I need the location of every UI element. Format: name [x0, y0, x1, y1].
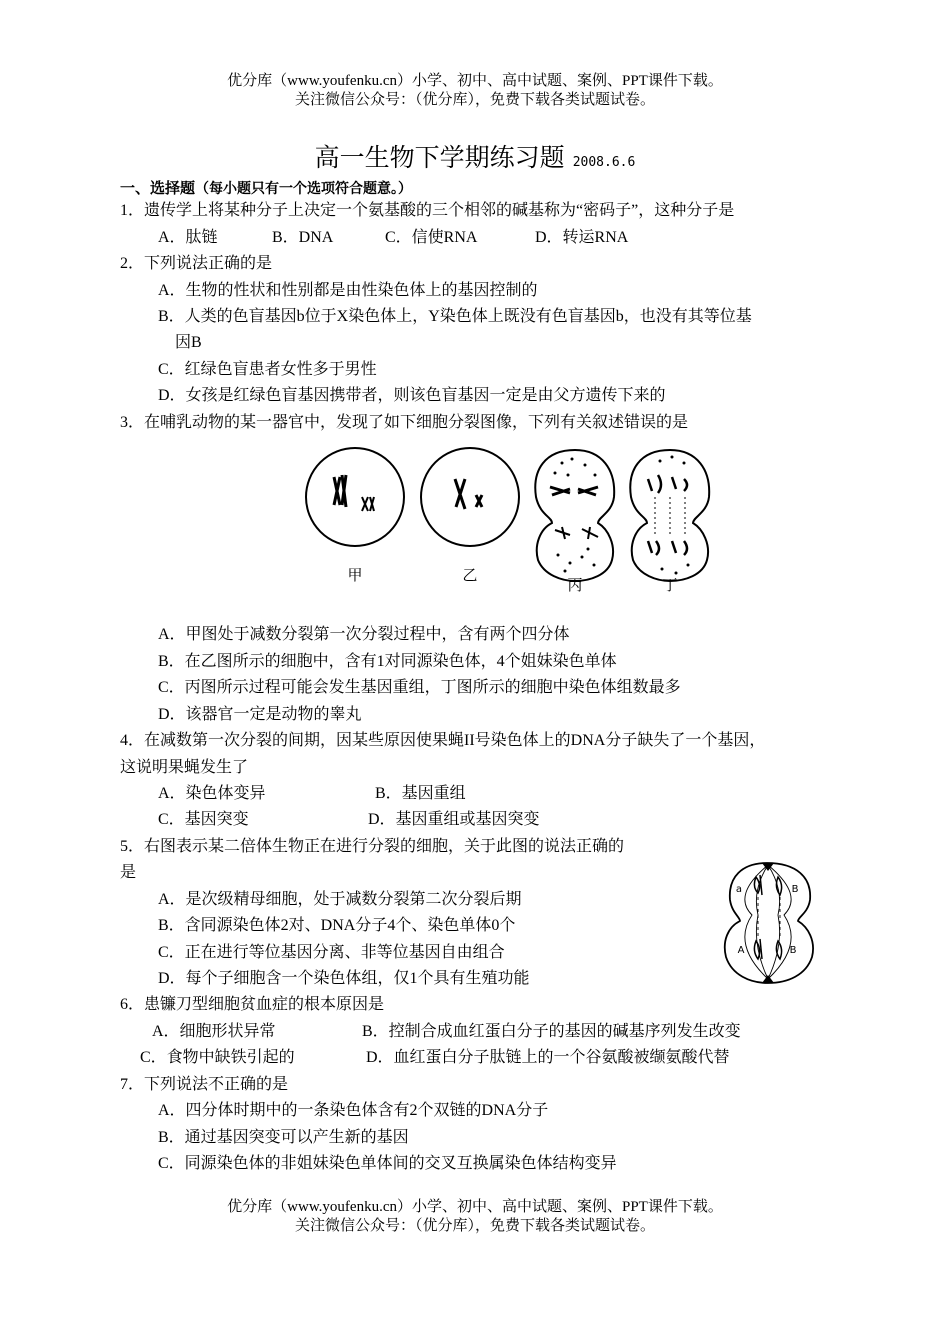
gene-label-b-top: B: [791, 884, 799, 895]
q1-option-c: C．信使RNA: [385, 229, 478, 246]
q7-option-c: C．同源染色体的非姐妹染色单体间的交叉互换属染色体结构变异: [158, 1155, 617, 1172]
section-note: （每小题只有一个选项符合题意。）: [195, 181, 413, 197]
q4-stem: 4．在减数第一次分裂的间期，因某些原因使果蝇II号染色体上的DNA分子缺失了一个基因，: [120, 732, 766, 749]
q5-option-d: D．每个子细胞含一个染色体组，仅1个具有生殖功能: [158, 970, 530, 987]
header-line-1: 优分库（www.youfenku.cn）小学、初中、高中试题、案例、PPT课件下载。: [227, 73, 723, 89]
q5-option-a: A．是次级精母细胞，处于减数分裂第二次分裂后期: [158, 891, 522, 908]
q4-option-a: A．染色体变异: [158, 785, 266, 802]
gene-label-b-bottom: B: [789, 945, 797, 956]
cell-yi: [421, 448, 519, 546]
label-ding: 丁: [662, 576, 678, 594]
cell-ding: [630, 450, 709, 581]
footer-line-1: 优分库（www.youfenku.cn）小学、初中、高中试题、案例、PPT课件下载。: [227, 1199, 723, 1215]
section-heading: [120, 178, 412, 199]
q2-option-b: B．人类的色盲基因b位于X染色体上，Y染色体上既没有色盲基因b，也没有其等位基: [158, 308, 752, 325]
label-yi: 乙: [462, 566, 478, 584]
header-line-2: 关注微信公众号：（优分库），免费下载各类试题试卷。: [294, 92, 655, 108]
q2-option-c: C．红绿色盲患者女性多于男性: [158, 361, 377, 378]
q3-option-b: B．在乙图所示的细胞中，含有1对同源染色体，4个姐妹染色单体: [158, 653, 617, 670]
label-jia: 甲: [347, 566, 363, 584]
q7-option-b: B．通过基因突变可以产生新的基因: [158, 1129, 409, 1146]
q7-stem: 7．下列说法不正确的是: [120, 1076, 289, 1093]
q6-option-c: C．食物中缺铁引起的: [140, 1049, 295, 1066]
gene-label-a: a: [735, 884, 743, 895]
title-main: 高一生物下学期练习题: [314, 143, 565, 172]
q3-cell-diagrams: [300, 445, 730, 600]
q6-stem: 6．患镰刀型细胞贫血症的根本原因是: [120, 996, 385, 1013]
cell-jia: [306, 448, 404, 546]
gene-label-A: A: [737, 945, 745, 956]
q1-stem: 1．遗传学上将某种分子上决定一个氨基酸的三个相邻的碱基称为“密码子”，这种分子是: [120, 202, 735, 219]
q1-option-b: B．DNA: [272, 229, 334, 246]
q2-stem: 2．下列说法正确的是: [120, 255, 273, 272]
title-date: 2008.6.6: [572, 155, 636, 170]
q6-option-d: D．血红蛋白分子肽链上的一个谷氨酸被缬氨酸代替: [366, 1049, 730, 1066]
q1-option-a: A．肽链: [158, 229, 218, 246]
q6-option-a: A．细胞形状异常: [152, 1023, 276, 1040]
q4-option-c: C．基因突变: [158, 811, 249, 828]
q2-option-a: A．生物的性状和性别都是由性染色体上的基因控制的: [158, 282, 538, 299]
cell-bing: [535, 450, 614, 581]
q4-stem-cont: 这说明果蝇发生了: [120, 759, 249, 776]
page-title: [0, 138, 950, 174]
q1-option-d: D．转运RNA: [535, 229, 629, 246]
section-title: 一、选择题: [120, 179, 196, 197]
q4-option-d: D．基因重组或基因突变: [368, 811, 540, 828]
q3-option-c: C．丙图所示过程可能会发生基因重组，丁图所示的细胞中染色体组数最多: [158, 679, 681, 696]
q5-option-b: B．含同源染色体2对、DNA分子4个、染色单体0个: [158, 917, 516, 934]
q6-option-b: B．控制合成血红蛋白分子的基因的碱基序列发生改变: [362, 1023, 741, 1040]
label-bing: 丙: [567, 576, 583, 594]
q5-option-c: C．正在进行等位基因分离、非等位基因自由组合: [158, 944, 505, 961]
q5-stem: 5．右图表示某二倍体生物正在进行分裂的细胞，关于此图的说法正确的: [120, 838, 625, 855]
q3-option-d: D．该器官一定是动物的睾丸: [158, 706, 362, 723]
q4-option-b: B．基因重组: [375, 785, 466, 802]
q7-option-a: A．四分体时期中的一条染色体含有2个双链的DNA分子: [158, 1102, 549, 1119]
q3-option-a: A．甲图处于减数分裂第一次分裂过程中，含有两个四分体: [158, 626, 570, 643]
q3-stem: 3．在哺乳动物的某一器官中，发现了如下细胞分裂图像，下列有关叙述错误的是: [120, 414, 689, 431]
q5-stem-cont: 是: [120, 864, 137, 881]
q2-option-d: D．女孩是红绿色盲基因携带者，则该色盲基因一定是由父方遗传下来的: [158, 387, 666, 404]
footer-line-2: 关注微信公众号：（优分库），免费下载各类试题试卷。: [294, 1218, 655, 1234]
q2-option-b-cont: 因B: [175, 334, 202, 351]
q5-cell-diagram: [712, 855, 827, 990]
